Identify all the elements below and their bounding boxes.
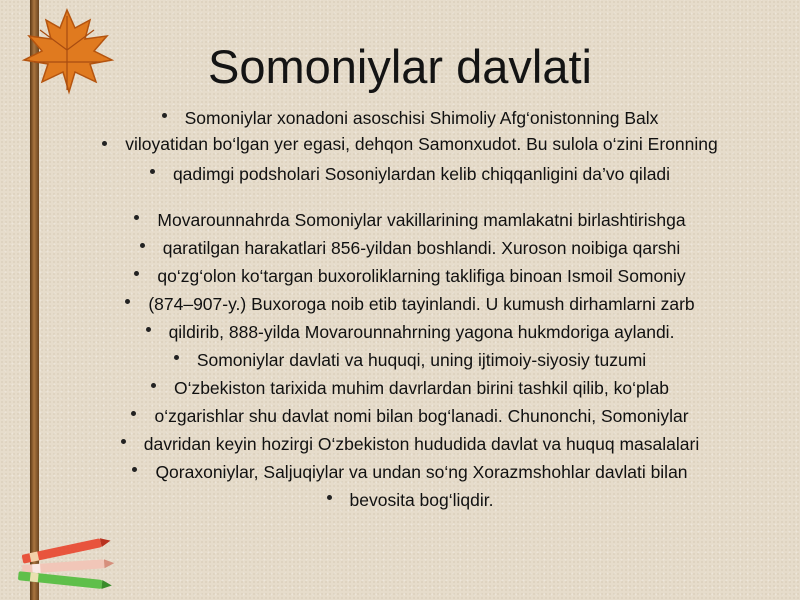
list-item: (874–907-y.) Buxoroga noib etib tayinlandi. U kumush dirhamlarni zarb [60,290,760,318]
bullet-icon [134,271,139,276]
list-item: qo‘zg‘olon ko‘targan buxoroliklarning taklifiga binoan Ismoil Somoniy [60,262,760,290]
list-item: qadimgi podsholari Sosoniylardan kelib chiqqanligini da’vo qiladi [60,160,760,188]
bullet-icon [146,327,151,332]
list-item: Somoniylar davlati va huquqi, uning ijtimoiy-siyosiy tuzumi [60,346,760,374]
list-item: Somoniylar xonadoni asoschisi Shimoliy Afg‘onistonning Balx [60,104,760,132]
bullet-icon [132,467,137,472]
bullet-icon [134,215,139,220]
bullet-list [60,104,760,514]
bullet-icon [151,383,156,388]
bullet-icon [174,355,179,360]
list-item: O‘zbekiston tarixida muhim davrlardan birini tashkil qilib, ko‘plab [60,374,760,402]
crayons-icon [10,532,120,592]
list-item: Movarounnahrda Somoniylar vakillarining mamlakatni birlashtirishga [60,206,760,234]
list-spacer [60,188,760,206]
list-item: bevosita bog‘liqdir. [60,486,760,514]
list-item: viloyatidan bo‘lgan yer egasi, dehqon Samonxudot. Bu sulola o‘zini Eronning [60,132,760,160]
list-item: o‘zgarishlar shu davlat nomi bilan bog‘lanadi. Chunonchi, Somoniylar [60,402,760,430]
bullet-icon [121,439,126,444]
list-item: Qoraxoniylar, Saljuqiylar va undan so‘ng Xorazmshohlar davlati bilan [60,458,760,486]
bullet-icon [327,495,332,500]
list-item: qaratilgan harakatlari 856-yildan boshlandi. Xuroson noibiga qarshi [60,234,760,262]
bullet-icon [131,411,136,416]
bullet-icon [125,299,130,304]
bullet-icon [150,169,155,174]
bullet-icon [102,141,107,146]
bullet-icon [162,113,167,118]
maple-leaf-icon [12,6,122,96]
slide-title: Somoniylar davlati [207,40,592,93]
bullet-icon [140,243,145,248]
list-item: qildirib, 888-yilda Movarounnahrning yagona hukmdoriga aylandi. [60,318,760,346]
list-item: davridan keyin hozirgi O‘zbekiston hududida davlat va huquq masalalari [60,430,760,458]
